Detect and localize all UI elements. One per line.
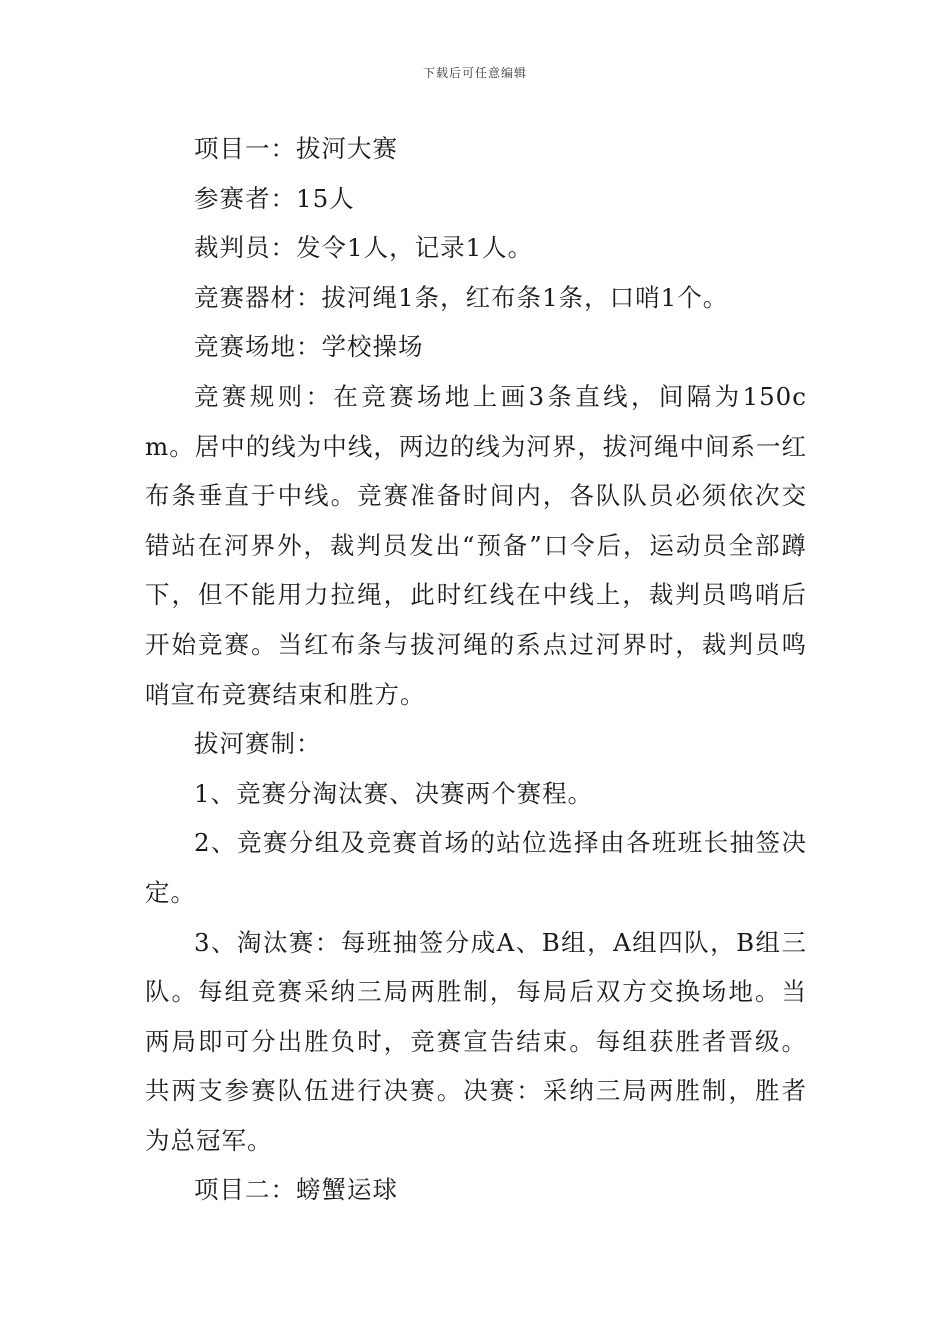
paragraph-format-item-2: 2、竞赛分组及竞赛首场的站位选择由各班班长抽签决定。	[145, 828, 807, 907]
paragraph-format-item-1: 1、竞赛分淘汰赛、决赛两个赛程。	[194, 778, 594, 808]
paragraph-referees: 裁判员：发令1人，记录1人。	[194, 233, 534, 263]
paragraph-format-item-3: 3、淘汰赛：每班抽签分成A、B组，A组四队，B组三队。每组竞赛采纳三局两胜制，每局后双方交换场地。当两局即可分出胜负时，竞赛宣告结束。每组获胜者晋级。共两支参赛队伍进行决赛。决赛：采纳三局两胜制，胜者为总冠军。	[145, 927, 807, 1155]
paragraph-project-two-title: 项目二：螃蟹运球	[194, 1175, 398, 1205]
header-note: 下载后可任意编辑	[422, 66, 527, 80]
document-body	[145, 124, 807, 1215]
paragraph-rules: 竞赛规则：在竞赛场地上画3条直线，间隔为150cm。居中的线为中线，两边的线为河界，拔河绳中间系一红布条垂直于中线。竞赛准备时间内，各队队员必须依次交错站在河界外，裁判员发出“预备”口令后，运动员全部蹲下，但不能用力拉绳，此时红线在中线上，裁判员鸣哨后开始竞赛。当红布条与拔河绳的系点过河界时，裁判员鸣哨宣布竞赛结束和胜方。	[145, 381, 807, 709]
paragraph-participants: 参赛者：15人	[194, 183, 355, 213]
paragraph-project-one-title: 项目一：拔河大赛	[194, 134, 398, 163]
paragraph-equipment: 竞赛器材：拔河绳1条，红布条1条，口哨1个。	[194, 282, 729, 312]
paragraph-format-heading: 拔河赛制：	[194, 729, 322, 759]
paragraph-venue: 竞赛场地：学校操场	[194, 332, 424, 362]
